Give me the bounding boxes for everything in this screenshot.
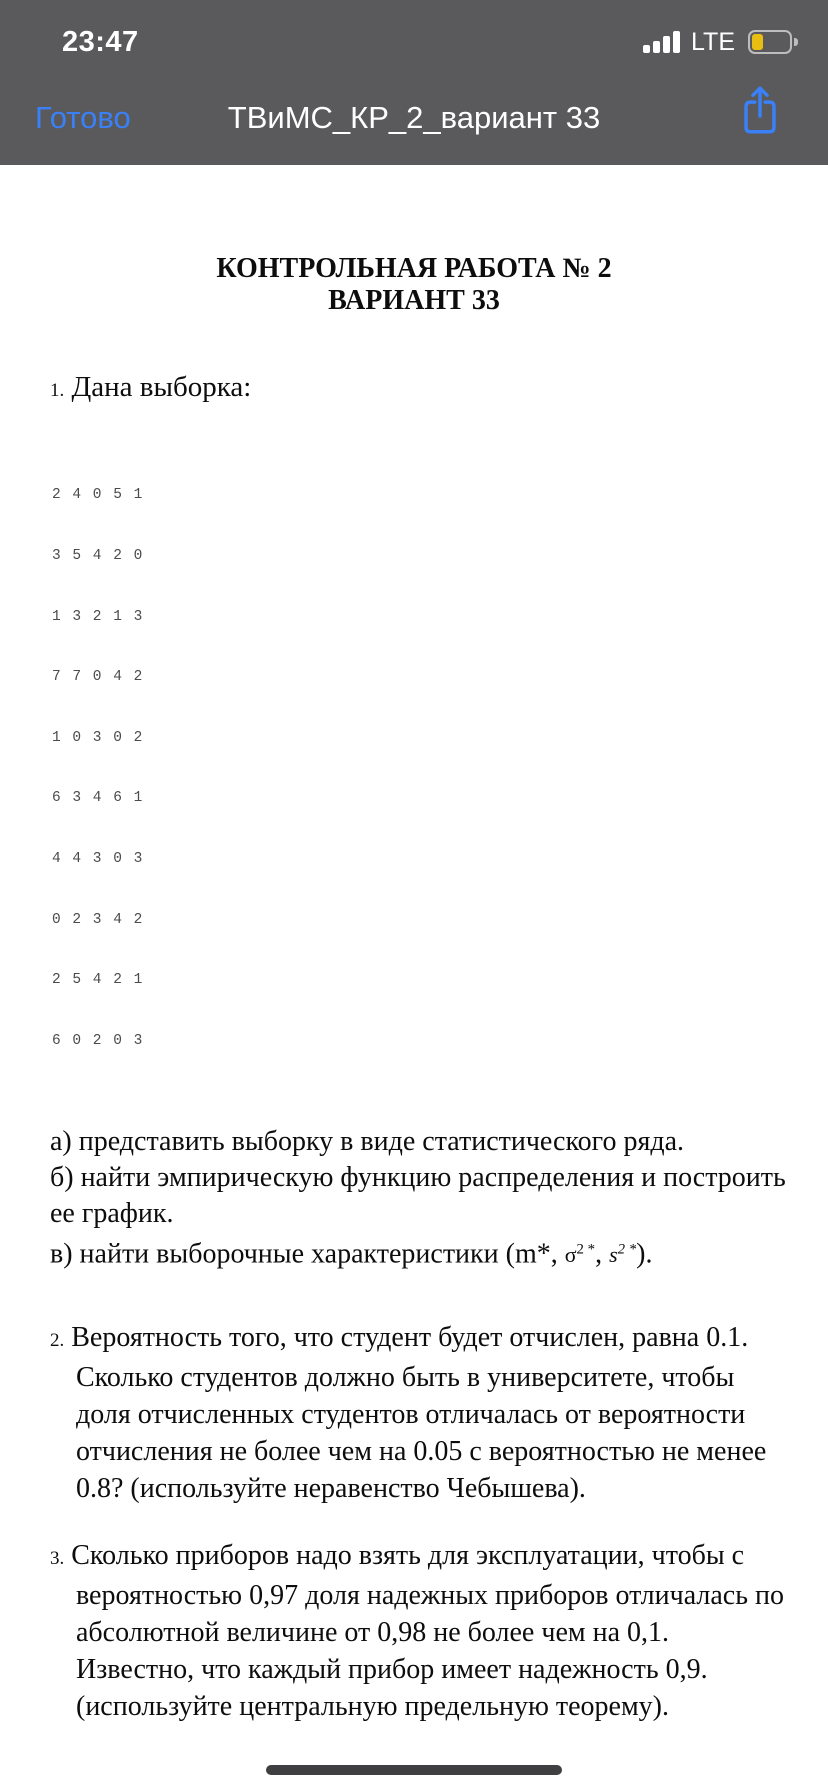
status-icons: [643, 28, 798, 57]
sample-row: 3 5 4 2 0: [52, 548, 144, 565]
task-1-marker: 1.: [50, 380, 65, 401]
nav-bar: [0, 70, 828, 165]
share-button[interactable]: [732, 76, 788, 146]
done-button[interactable]: Готово: [35, 99, 131, 135]
network-type-label: LTE: [691, 27, 735, 56]
task-2-text: Вероятность того, что студент будет отчислен, равна 0.1. Сколько студентов должно быть в университете, чтобы доля отчисленных студентов отличалась от вероятности отчисления не более чем на 0.05 с вероятностью не менее 0.8? (используйте неравенство Чебышева).: [71, 1321, 767, 1504]
subtask-b: б) найти эмпирическую функцию распределения и построить ее график.: [50, 1161, 786, 1229]
home-indicator[interactable]: [266, 1765, 562, 1775]
s-squared-symbol: $s^{2 *}$: [609, 1241, 637, 1267]
battery-level-fill: [752, 34, 763, 50]
status-time: 23:47: [62, 25, 139, 58]
sample-row: 2 5 4 2 1: [52, 972, 144, 989]
task-2-marker: 2.: [50, 1329, 65, 1351]
task-1-intro: [50, 369, 790, 409]
app-header: [0, 0, 828, 165]
sigma-squared-symbol: $\sigma^{2 *}$: [564, 1241, 596, 1267]
document-body: [0, 369, 828, 1725]
status-bar: [0, 0, 828, 70]
battery-icon: [748, 30, 798, 54]
share-icon: [739, 83, 781, 140]
task-3-marker: 3.: [50, 1547, 65, 1569]
sample-row: 7 7 0 4 2: [52, 669, 144, 686]
task-1-subtasks: [50, 1124, 790, 1273]
task-2-paragraph: [50, 1319, 790, 1507]
task-1-intro-text: Дана выборка:: [71, 371, 252, 403]
subtask-a: а) представить выборку в виде статистического ряда.: [50, 1125, 685, 1157]
subtask-v: в) найти выборочные характеристики (m*, $\sigma^{2 *}$, $s^{2 *}$).: [50, 1237, 653, 1269]
sample-row: 0 2 3 4 2: [52, 911, 144, 928]
heading-line-1: КОНТРОЛЬНАЯ РАБОТА № 2: [216, 253, 612, 284]
document-title: ТВиМС_КР_2_вариант 33: [227, 99, 601, 135]
document-scroll-area[interactable]: [0, 165, 828, 1792]
heading-line-2: ВАРИАНТ 33: [328, 285, 500, 316]
document-heading: [0, 253, 828, 317]
sample-row: 6 0 2 0 3: [52, 1032, 144, 1049]
sample-row: 4 4 3 0 3: [52, 851, 144, 868]
task-3-text: Сколько приборов надо взять для эксплуатации, чтобы с вероятностью 0,97 доля надежных приборов отличалась по абсолютной величине от 0,98 не более чем на 0,1. Известно, что каждый прибор имеет надежность 0,9. (используйте центральную предельную теорему).: [71, 1539, 784, 1722]
signal-strength-icon: [643, 31, 680, 53]
sample-data-grid: [52, 445, 790, 1092]
sample-row: 2 4 0 5 1: [52, 487, 144, 504]
sample-row: 1 3 2 1 3: [52, 608, 144, 625]
task-3-paragraph: [50, 1537, 790, 1725]
sample-row: 6 3 4 6 1: [52, 790, 144, 807]
sample-row: 1 0 3 0 2: [52, 729, 144, 746]
